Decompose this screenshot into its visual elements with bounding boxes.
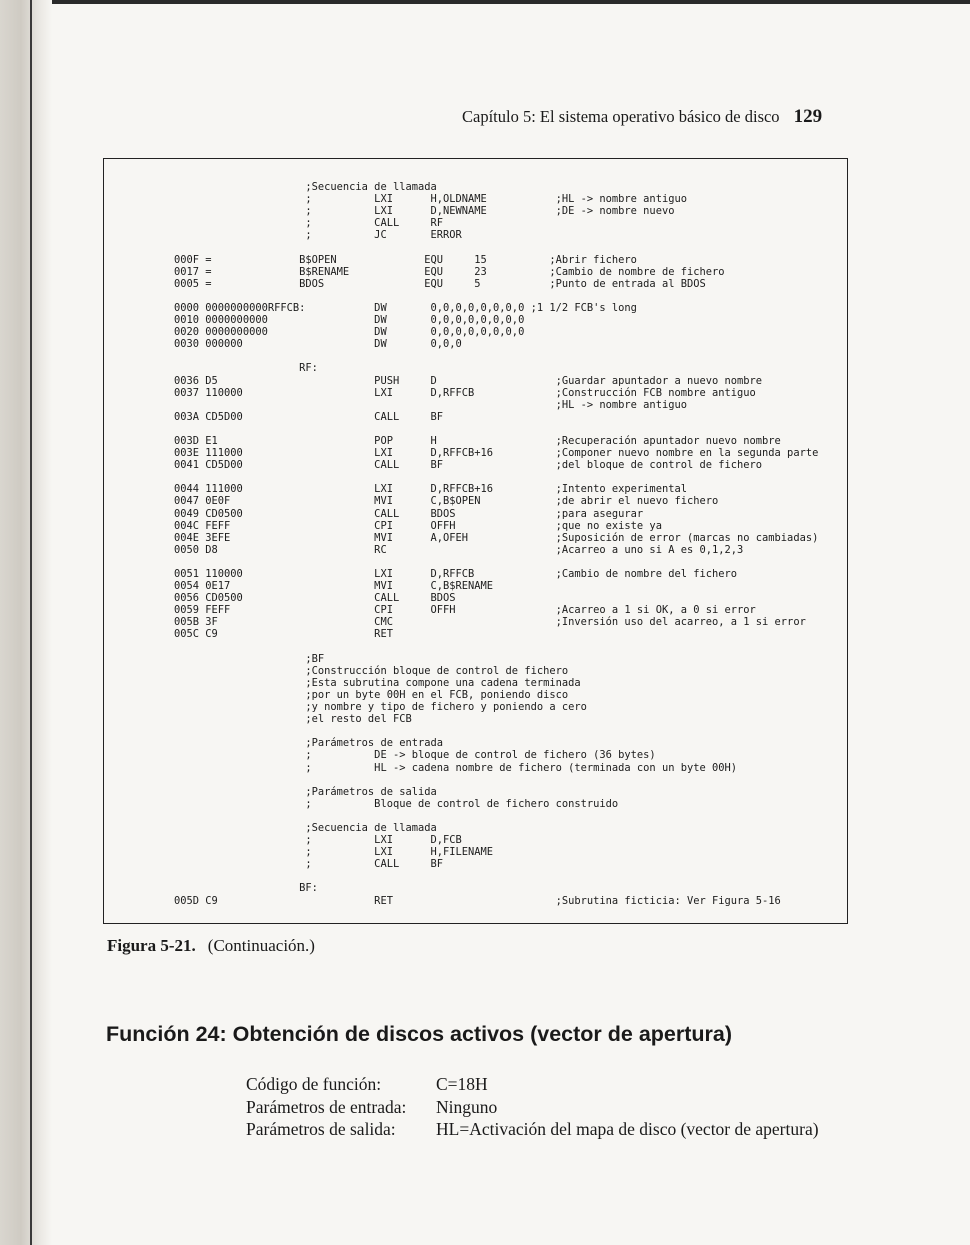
code-line: 0036 D5 PUSH D ;Guardar apuntador a nuevo nombre	[174, 374, 763, 387]
code-line: 0041 CD5D00 CALL BF ;del bloque de control de fichero	[174, 459, 763, 472]
param-value: C=18H	[436, 1074, 488, 1094]
param-label: Código de función:	[246, 1074, 382, 1094]
code-line: 0030 000000 DW 0,0,0	[174, 338, 462, 351]
code-line: ; CALL BF	[174, 858, 443, 871]
param-value: Ninguno	[436, 1096, 498, 1117]
code-line: ;y nombre y tipo de fichero y poniendo a cero	[174, 701, 587, 714]
figure-caption	[107, 936, 315, 956]
code-line: ;BF	[174, 652, 325, 665]
param-row	[246, 1096, 819, 1119]
parameters-block	[246, 1073, 819, 1141]
code-line: RF:	[174, 362, 318, 375]
code-line: 003A CD5D00 CALL BF	[174, 410, 443, 423]
code-line: ; LXI H,OLDNAME ;HL -> nombre antiguo	[174, 193, 687, 206]
code-line: ; LXI H,FILENAME	[174, 846, 494, 859]
code-line: 003D E1 POP H ;Recuperación apuntador nuevo nombre	[174, 434, 781, 447]
code-line: 005C C9 RET	[174, 628, 393, 641]
running-header	[462, 106, 822, 128]
section-heading: Función 24: Obtención de discos activos (vector de apertura)	[106, 1022, 733, 1046]
code-line: ;Construcción bloque de control de fichero	[174, 664, 569, 677]
code-line: 0020 0000000000 DW 0,0,0,0,0,0,0,0	[174, 326, 525, 339]
param-label: Parámetros de salida:	[246, 1119, 396, 1139]
code-line: ; JC ERROR	[174, 229, 462, 242]
param-row	[246, 1073, 819, 1096]
code-line: ; DE -> bloque de control de fichero (36 bytes)	[174, 749, 656, 762]
page-top-edge	[0, 0, 970, 4]
code-line: BF:	[174, 882, 318, 895]
code-line: 0037 110000 LXI D,RFFCB ;Construcción FCB nombre antiguo	[174, 386, 756, 399]
chapter-title: Capítulo 5: El sistema operativo básico de disco	[462, 107, 780, 126]
code-line: ;el resto del FCB	[174, 713, 412, 726]
code-line: ;Esta subrutina compone una cadena terminada	[174, 676, 581, 689]
code-listing	[174, 181, 818, 907]
param-row	[246, 1118, 819, 1141]
code-line: 0054 0E17 MVI C,B$RENAME	[174, 580, 494, 593]
param-label: Parámetros de entrada:	[246, 1096, 407, 1117]
code-line: 0005 = BDOS EQU 5 ;Punto de entrada al BDOS	[174, 277, 706, 290]
code-line: ; CALL RF	[174, 217, 443, 230]
page-number: 129	[793, 106, 823, 127]
code-line: 0049 CD0500 CALL BDOS ;para asegurar	[174, 507, 644, 520]
code-line: ; LXI D,FCB	[174, 834, 462, 847]
code-line: 0010 0000000000 DW 0,0,0,0,0,0,0,0	[174, 314, 525, 327]
code-line: ;Secuencia de llamada	[174, 181, 437, 193]
code-line: 0056 CD0500 CALL BDOS	[174, 592, 456, 605]
code-line: 003E 111000 LXI D,RFFCB+16 ;Componer nuevo nombre en la segunda parte	[174, 447, 819, 460]
code-line: 004C FEFF CPI OFFH ;que no existe ya	[174, 519, 662, 532]
code-line: 0017 = B$RENAME EQU 23 ;Cambio de nombre de fichero	[174, 265, 725, 278]
code-line: 0059 FEFF CPI OFFH ;Acarreo a 1 si OK, a 0 si error	[174, 604, 756, 617]
param-value: HL=Activación del mapa de disco (vector de apertura)	[436, 1119, 819, 1139]
code-line: 0047 0E0F MVI C,B$OPEN ;de abrir el nuevo fichero	[174, 495, 719, 508]
code-line: ;Secuencia de llamada	[174, 821, 437, 834]
code-line: ;HL -> nombre antiguo	[174, 398, 687, 411]
code-line: ;por un byte 00H en el FCB, poniendo disco	[174, 688, 569, 701]
code-line: 0051 110000 LXI D,RFFCB ;Cambio de nombre del fichero	[174, 568, 738, 580]
code-line: ; HL -> cadena nombre de fichero (terminada con un byte 00H)	[174, 761, 738, 774]
code-line: 004E 3EFE MVI A,OFEH ;Suposición de error (marcas no cambiadas)	[174, 531, 819, 544]
code-line: 000F = B$OPEN EQU 15 ;Abrir fichero	[174, 253, 637, 266]
code-line: ; Bloque de control de fichero construido	[174, 797, 619, 810]
code-line: 005B 3F CMC ;Inversión uso del acarreo, a 1 si error	[174, 616, 806, 629]
figure-box	[103, 158, 848, 924]
book-gutter	[0, 0, 52, 1245]
code-line: 005D C9 RET ;Subrutina ficticia: Ver Figura 5-16	[174, 894, 781, 907]
code-line: ; LXI D,NEWNAME ;DE -> nombre nuevo	[174, 205, 675, 218]
code-line: 0044 111000 LXI D,RFFCB+16 ;Intento experimental	[174, 483, 687, 496]
gutter-line	[30, 0, 32, 1245]
code-line: ;Parámetros de entrada	[174, 737, 443, 750]
code-line: ;Parámetros de salida	[174, 785, 437, 798]
caption-label: Figura 5-21.	[107, 936, 196, 955]
code-line: 0000 0000000000RFFCB: DW 0,0,0,0,0,0,0,0 ;1 1/2 FCB's long	[174, 301, 637, 314]
code-line: 0050 D8 RC ;Acarreo a uno si A es 0,1,2,3	[174, 543, 744, 556]
caption-text: (Continuación.)	[207, 936, 315, 955]
